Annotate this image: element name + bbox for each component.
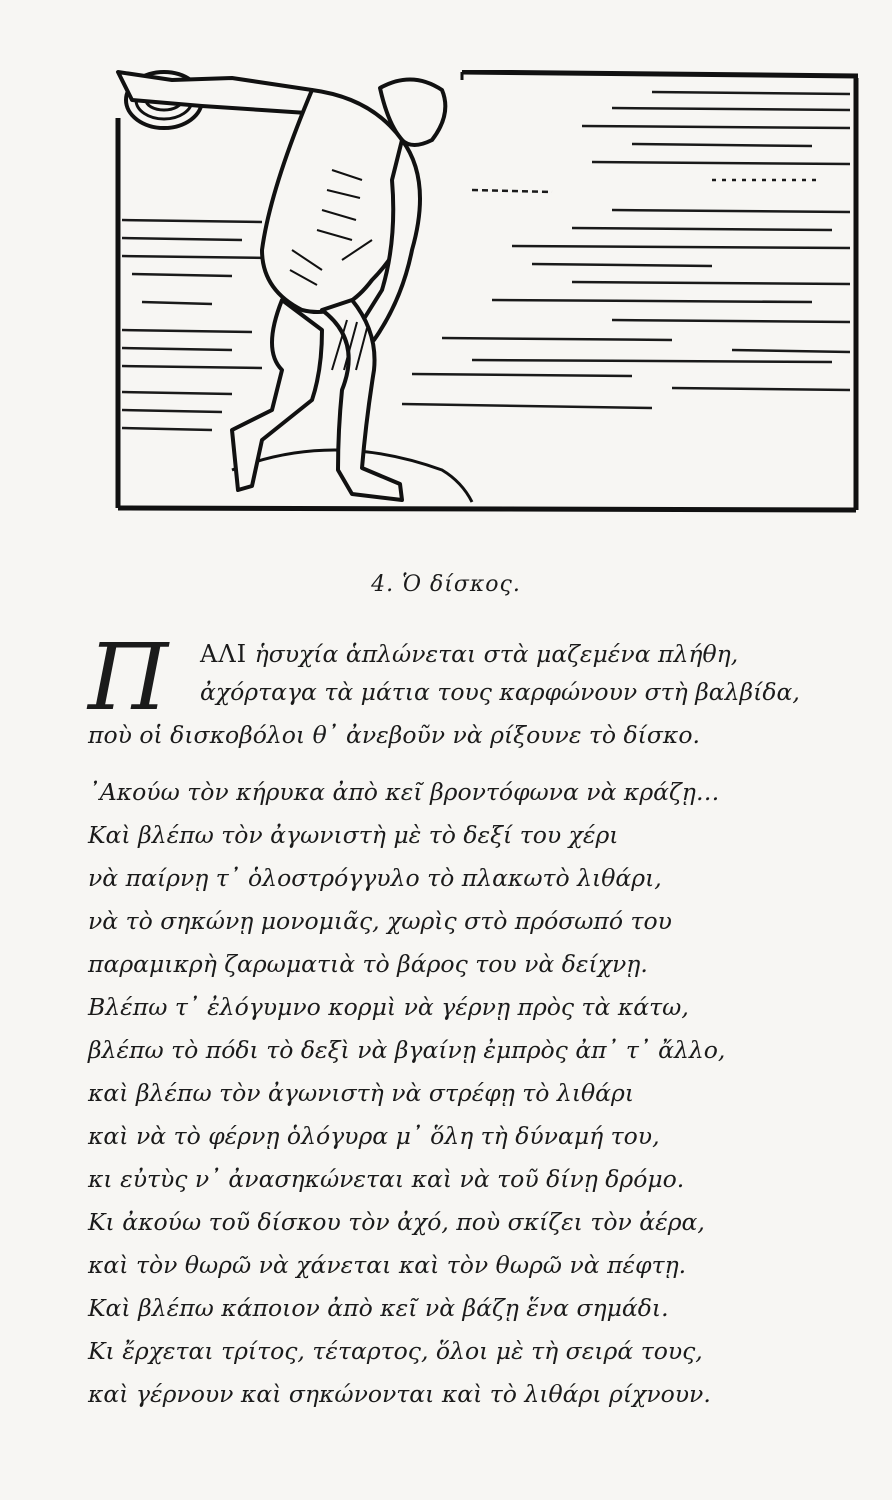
- opening-capitals: ΑΛΙ: [200, 640, 248, 668]
- poem-line-text: ἡσυχία ἁπλώνεται στὰ μαζεμένα πλήθη,: [254, 640, 739, 668]
- poem-line: ἀχόρταγα τὰ μάτια τους καρφώνουν στὴ βαλβίδα,: [200, 678, 800, 706]
- poem-line: νὰ τὸ σηκώνῃ μονομιᾶς, χωρὶς στὸ πρόσωπό του: [88, 907, 672, 935]
- poem-line: παραμικρὴ ζαρωματιὰ τὸ βάρος του νὰ δείχνῃ.: [88, 950, 648, 978]
- drop-cap: Π: [88, 624, 169, 731]
- poem-line: Κι ἔρχεται τρίτος, τέταρτος, ὅλοι μὲ τὴ σειρά τους,: [88, 1337, 703, 1365]
- poem-line: Καὶ βλέπω κάποιον ἀπὸ κεῖ νὰ βάζῃ ἕνα σημάδι.: [88, 1294, 669, 1322]
- poem-line: ᾽Ακούω τὸν κήρυκα ἀπὸ κεῖ βροντόφωνα νὰ κράζῃ…: [88, 778, 720, 806]
- poem-line: καὶ τὸν θωρῶ νὰ χάνεται καὶ τὸν θωρῶ νὰ πέφτῃ.: [88, 1251, 687, 1279]
- poem-line: Καὶ βλέπω τὸν ἀγωνιστὴ μὲ τὸ δεξί του χέρι: [88, 821, 619, 849]
- poem-line: νὰ παίρνῃ τ᾽ ὁλοστρόγγυλο τὸ πλακωτὸ λιθάρι,: [88, 864, 662, 892]
- poem-line: Κι ἀκούω τοῦ δίσκου τὸν ἀχό, ποὺ σκίζει τὸν ἀέρα,: [88, 1208, 705, 1236]
- stanza-break: [88, 764, 868, 778]
- poem-line: καὶ νὰ τὸ φέρνῃ ὁλόγυρα μ᾽ ὅλη τὴ δύναμή του,: [88, 1122, 660, 1150]
- discus-thrower-illustration: [112, 70, 860, 530]
- poem-line: ποὺ οἱ δισκοβόλοι θ᾽ ἀνεβοῦν νὰ ρίξουνε τὸ δίσκο.: [88, 721, 700, 749]
- poem-line: καὶ βλέπω τὸν ἀγωνιστὴ νὰ στρέφῃ τὸ λιθάρι: [88, 1079, 635, 1107]
- poem-line: κι εὐτὺς ν᾽ ἀνασηκώνεται καὶ νὰ τοῦ δίνῃ δρόμο.: [88, 1165, 685, 1193]
- poem-line: Βλέπω τ᾽ ἐλόγυμνο κορμὶ νὰ γέρνῃ πρὸς τὰ κάτω,: [88, 993, 689, 1021]
- poem-line: βλέπω τὸ πόδι τὸ δεξὶ νὰ βγαίνῃ ἐμπρὸς ἀπ᾽ τ᾽ ἄλλο,: [88, 1036, 726, 1064]
- figure-caption: 4. Ὁ δίσκος.: [371, 572, 521, 597]
- poem-body: [88, 624, 868, 1423]
- poem-line: καὶ γέρνουν καὶ σηκώνονται καὶ τὸ λιθάρι ρίχνουν.: [88, 1380, 711, 1408]
